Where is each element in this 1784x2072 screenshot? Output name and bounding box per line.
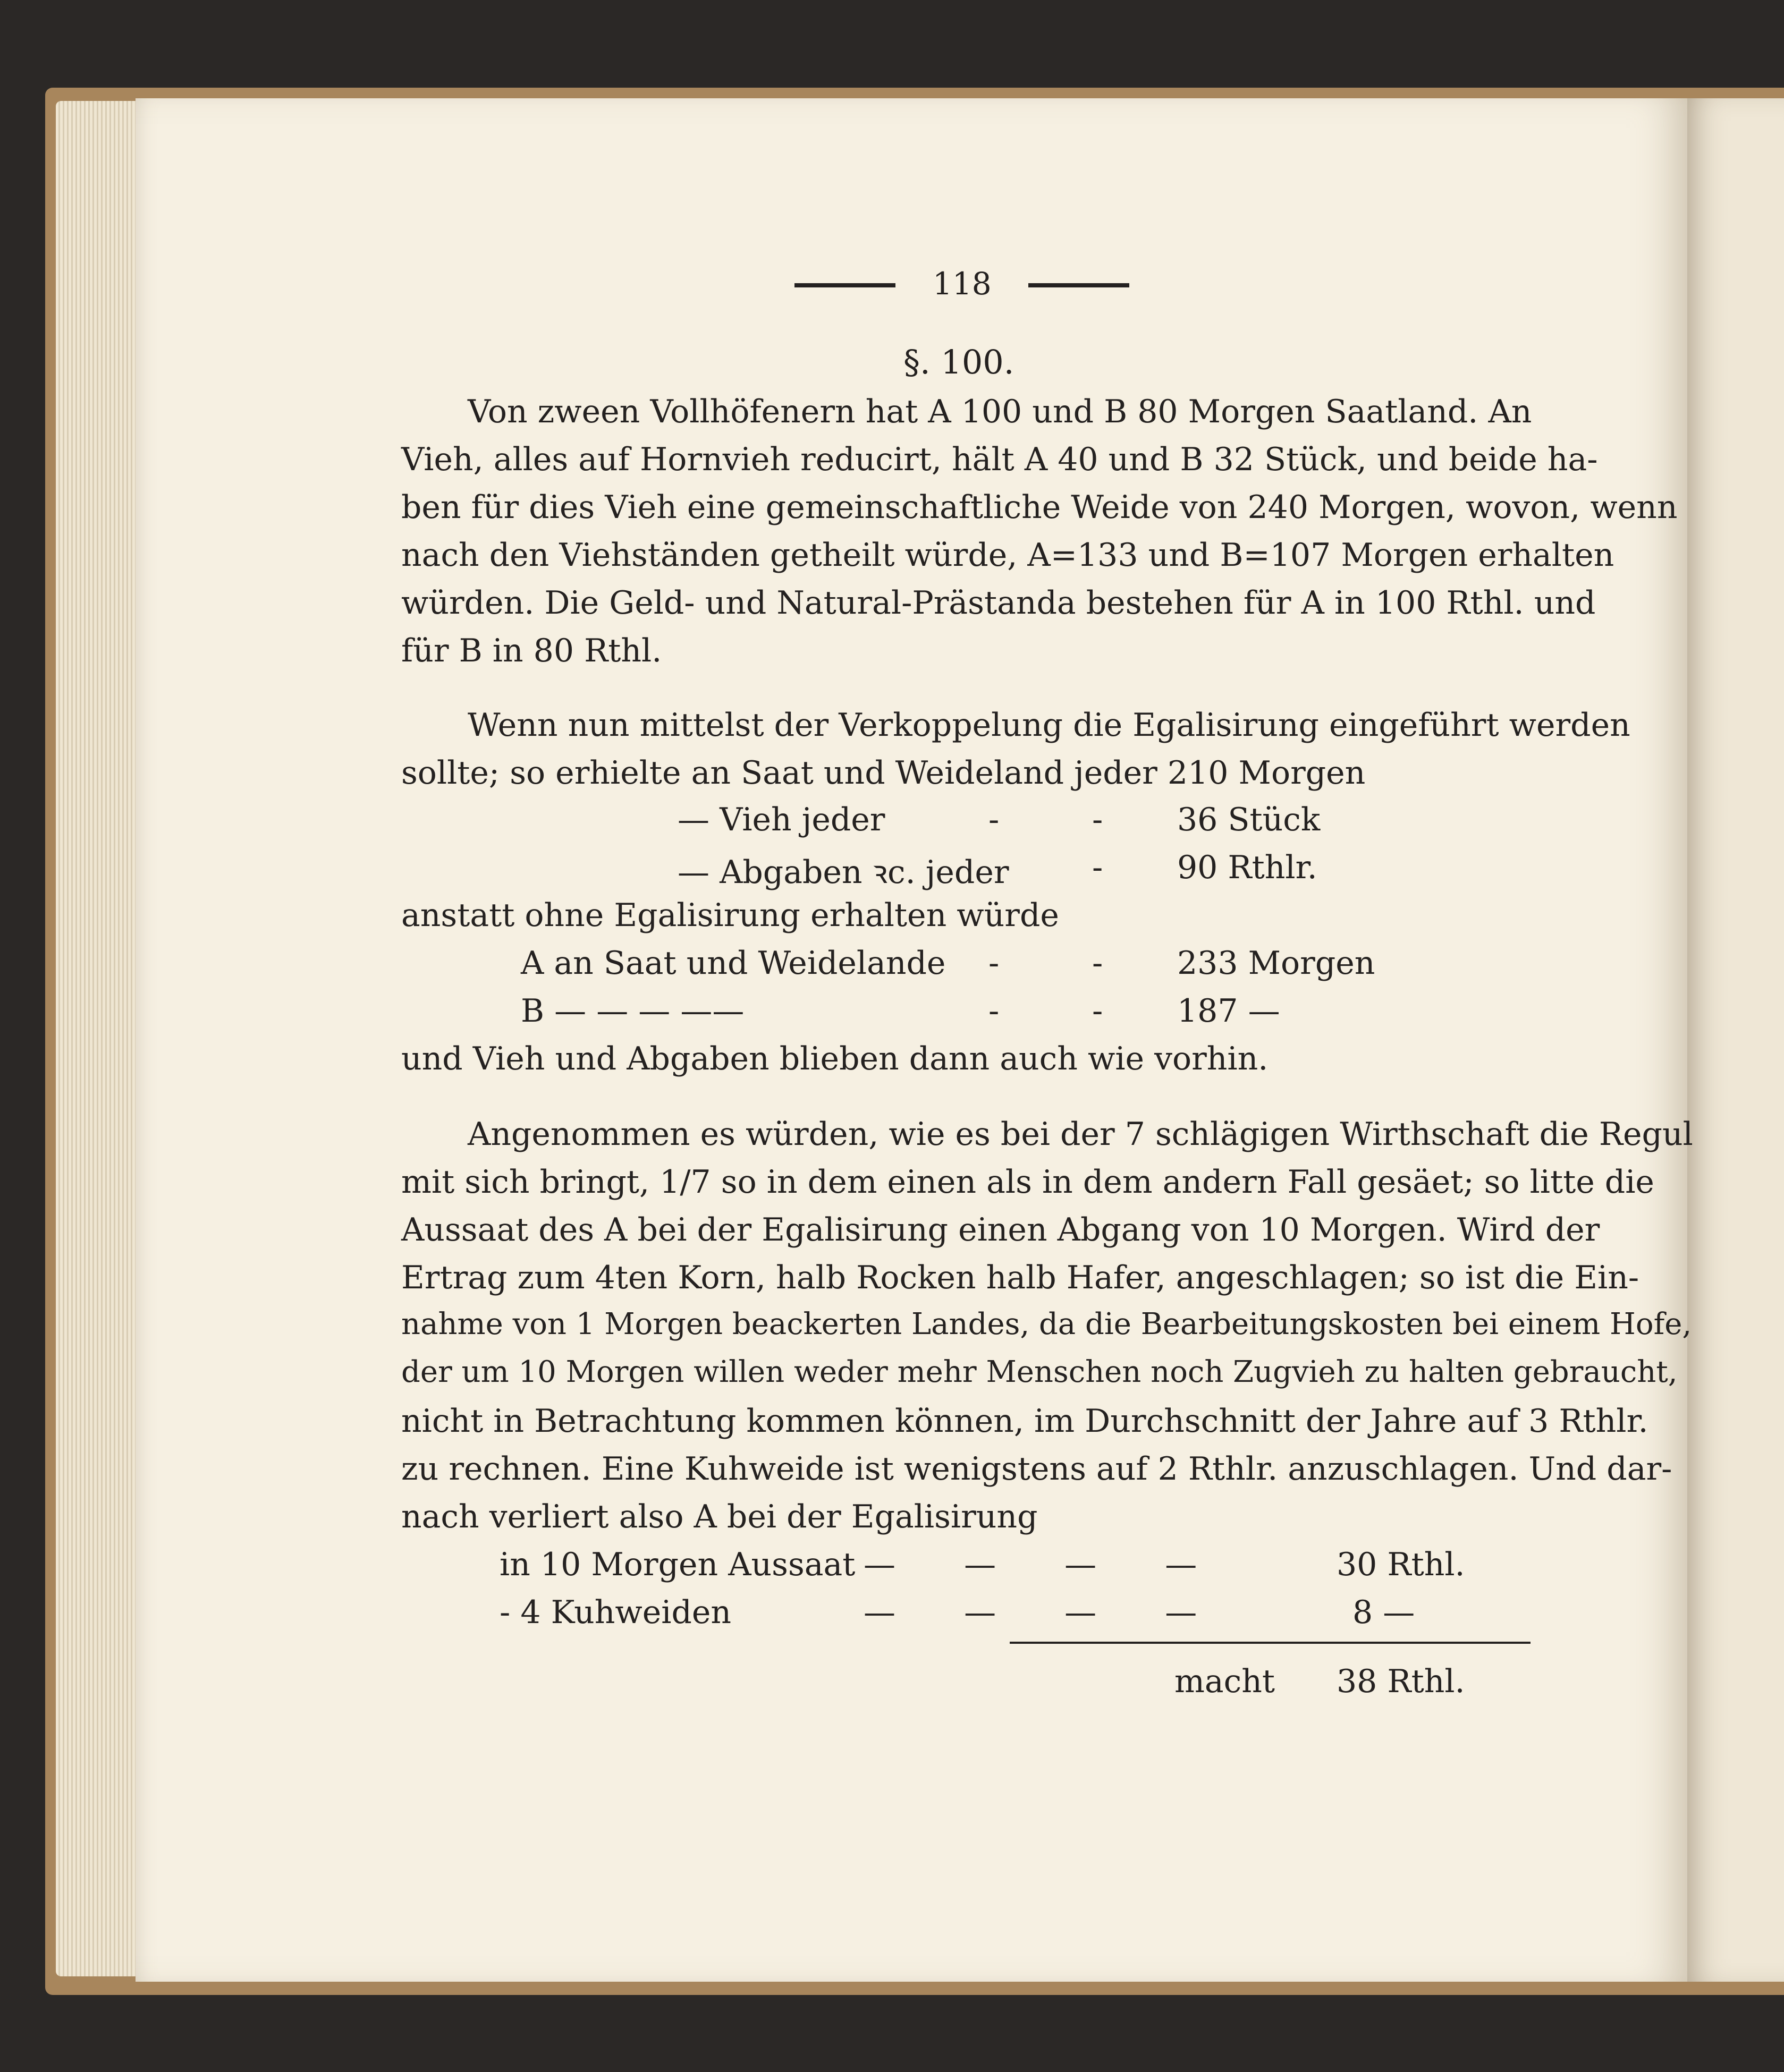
comparison-row-value: 233 Morgen xyxy=(1177,945,1375,982)
p2-line-1: Wenn nun mittelst der Verkoppelung die Egalisirung eingeführt werden xyxy=(468,707,1630,744)
loss-row-dashes: — — — — xyxy=(864,1546,1197,1583)
p3-line-5: nahme von 1 Morgen beackerten Landes, da die Bearbeitungskosten bei einem Hofe, xyxy=(401,1307,1692,1341)
comparison-row-label: B — — — —— xyxy=(521,992,745,1030)
header-rule-right xyxy=(1028,283,1129,287)
p3-line-1: Angenommen es würden, wie es bei der 7 schlägigen Wirthschaft die Regul xyxy=(468,1116,1693,1153)
p1-line-2: Vieh, alles auf Hornvieh reducirt, hält A 40 und B 32 Stück, und beide ha- xyxy=(401,441,1598,478)
p1-line-1: Von zween Vollhöfenern hat A 100 und B 80 Morgen Saatland. An xyxy=(468,393,1532,430)
comparison-row-value: 187 — xyxy=(1177,992,1280,1030)
allocation-row-ditto: - xyxy=(1092,801,1103,838)
total-label: macht xyxy=(1174,1663,1275,1700)
loss-row-label: - 4 Kuhweiden xyxy=(500,1594,731,1631)
p3-line-6: der um 10 Morgen willen weder mehr Menschen noch Zugvieh zu halten gebraucht, xyxy=(401,1355,1678,1389)
loss-row-value: 30 Rthl. xyxy=(1337,1546,1465,1583)
loss-row-label: in 10 Morgen Aussaat xyxy=(500,1546,856,1583)
comparison-row-ditto: - xyxy=(1092,945,1103,982)
p2-instead-line: anstatt ohne Egalisirung erhalten würde xyxy=(401,897,1059,934)
comparison-row-label: A an Saat und Weidelande xyxy=(521,945,946,982)
total-value: 38 Rthl. xyxy=(1337,1663,1465,1700)
p1-line-6: für B in 80 Rthl. xyxy=(401,632,662,669)
p2-closing-line: und Vieh und Abgaben blieben dann auch wie vorhin. xyxy=(401,1040,1269,1077)
allocation-row-value: 36 Stück xyxy=(1177,801,1321,838)
p3-line-8: zu rechnen. Eine Kuhweide ist wenigstens auf 2 Rthlr. anzuschlagen. Und dar- xyxy=(401,1450,1672,1488)
comparison-row-ditto: - xyxy=(988,992,1000,1030)
page-number: 118 xyxy=(933,266,992,302)
loss-row-dashes: — — — — xyxy=(864,1594,1197,1631)
p3-line-3: Aussaat des A bei der Egalisirung einen Abgang von 10 Morgen. Wird der xyxy=(401,1211,1600,1249)
p1-line-4: nach den Viehständen getheilt würde, A=133 und B=107 Morgen erhalten xyxy=(401,537,1614,574)
loss-row-value: 8 — xyxy=(1352,1594,1415,1631)
section-heading: §. 100. xyxy=(903,343,1014,381)
p3-line-4: Ertrag zum 4ten Korn, halb Rocken halb Hafer, angeschlagen; so ist die Ein- xyxy=(401,1259,1639,1296)
comparison-row-ditto: - xyxy=(1092,992,1103,1030)
allocation-row-label: — Abgaben ꝛc. jeder xyxy=(678,854,1009,891)
p3-line-9: nach verliert also A bei der Egalisirung xyxy=(401,1498,1038,1535)
header-rule-left xyxy=(794,283,895,287)
p3-line-7: nicht in Betrachtung kommen können, im Durchschnitt der Jahre auf 3 Rthlr. xyxy=(401,1403,1648,1440)
sum-rule xyxy=(1010,1642,1531,1644)
p1-line-5: würden. Die Geld- und Natural-Prästanda bestehen für A in 100 Rthl. und xyxy=(401,584,1596,622)
p3-line-2: mit sich bringt, 1/7 so in dem einen als in dem andern Fall gesäet; so litte die xyxy=(401,1164,1654,1201)
p1-line-3: ben für dies Vieh eine gemeinschaftliche Weide von 240 Morgen, wovon, wenn xyxy=(401,489,1678,526)
allocation-row-ditto: - xyxy=(988,801,1000,838)
allocation-row-ditto: - xyxy=(1092,849,1103,886)
allocation-row-value: 90 Rthlr. xyxy=(1177,849,1317,886)
allocation-row-label: — Vieh jeder xyxy=(678,801,885,838)
comparison-row-ditto: - xyxy=(988,945,1000,982)
p2-line-2: sollte; so erhielte an Saat und Weideland jeder 210 Morgen xyxy=(401,754,1366,792)
